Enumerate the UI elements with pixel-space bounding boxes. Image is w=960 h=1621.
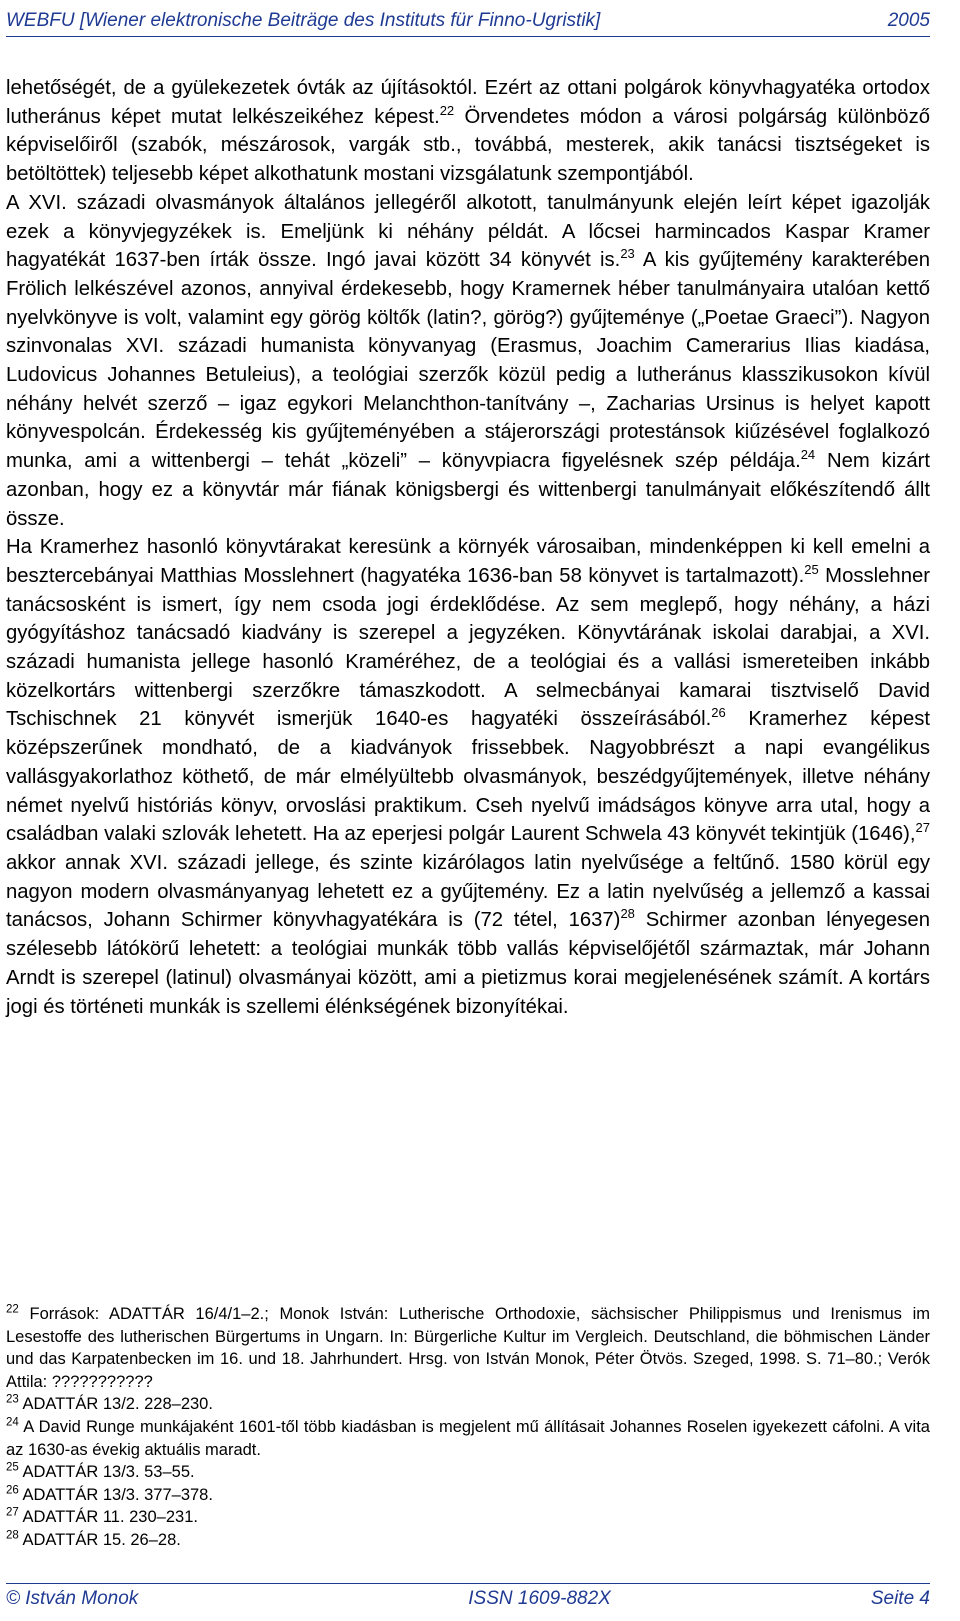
paragraph-3-text-e: Schirmer azonban lényegesen szélesebb látókörű lehetett: a teológiai munkák több vallás képviselőjétől származtak, már Johann Arndt is szerepel (latinul) olvasmányai között, ami a pietizmus korai megjelenésének számít. A kortárs jogi és történeti munkák is szellemi élénkségének bizonyítékai. [6,909,930,1018]
footnote-28 [6,1529,930,1552]
issn-number: ISSN 1609-882X [468,1588,611,1609]
paragraph-3-text-b: Mosslehner tanácsosként is ismert, így nem csoda jogi érdeklődése. Az sem meglepő, hogy néhány, a házi gyógyításhoz tanácsadó kiadvány is szerepel a jegyzéken. Könyvtárának iskolai darabjai, a XVI. századi humanista jellege hasonló Kraméréhez, de a teológiai és a vallási ismereteiben inkább közelkortárs wittenbergi szerzőkre támaszkodott. A selmecbányai kamarai tisztviselő David Tschischnek 21 könyvét ismerjük 1640-es hagyatéki összeírásából. [6,564,931,731]
footnote-text: ADATTÁR 13/3. 377–378. [18,1485,213,1504]
footnote-ref-23[interactable]: 23 [620,246,635,262]
footnote-number: 28 [6,1529,19,1542]
article-body [6,74,930,1021]
footnote-26 [6,1484,930,1507]
footnote-number: 24 [6,1416,19,1429]
paragraph-2-text-a: A XVI. századi olvasmányok általános jellegéről alkotott, tanulmányunk elején leírt képet igazolják ezek a könyvjegyzékek is. Emeljünk ki néhány példát. A lőcsei harmincados Kaspar Kramer hagyatékát 1637-ben írták össze. Ingó javai között 34 könyvét is. [6,191,930,272]
page-header [6,4,930,37]
footnote-text: Források: ADATTÁR 16/4/1–2.; Monok István: Lutherische Orthodoxie, sächsischer Philippismus und Irenismus im Lesestoffe des lutherischen Bürgertums in Ungarn. In: Bürgerliche Kultur im Vergleich. Deutschland, die böhmischen Länder und das Karpatenbecken im 16. und 18. Jahrhundert. Hrsg. von István Monok, Péter Ötvös. Szeged, 1998. S. 71–80.; Verók Attila: ??????????? [6,1305,930,1391]
paragraph-2-text-b: A kis gyűjtemény karakterében Frölich lelkészével azonos, annyival érdekesebb, hogy Kramernek héber tanulmányaira utalóan kettő nyelvkönyve is volt, valamint egy görög költők (latin?, görög?) gyűjteménye („Poetae Graeci”). Nagyon szinvonalas XVI. századi humanista könyvanyag (Erasmus, Joachim Camerarius Ilias kiadása, Ludovicus Johannes Betuleius), a teológiai szerzők közül pedig a lutheránus klasszikusokon kívül néhány helvét szerző – igaz egykori Melanchthon-tanítvány –, Zacharias Ursinus is helyet kapott könyvespolcán. Érdekesség kis gyűjteményében a stájerországi protestánsok kiűzésével foglalkozó munka, ami a wittenbergi – tehát „közeli” – könyvpiacra figyelésnek szép példája. [6,249,930,473]
footnote-ref-26[interactable]: 26 [711,705,726,721]
copyright-author: © István Monok [6,1588,139,1609]
footnote-number: 26 [6,1484,19,1497]
footnote-number: 27 [6,1506,19,1519]
footnote-number: 22 [6,1303,19,1316]
paragraph-3-text-d: akkor annak XVI. századi jellege, és szinte kizárólagos latin nyelvűsége a feltűnő. 1580 körül egy nagyon modern olvasmányanyag lehetett ez a gyűjtemény. Ez a latin nyelvűség a jellemző a kassai tanácsos, Johann Schirmer könyvhagyatékára is (72 tétel, 1637) [6,851,930,932]
footnote-25 [6,1461,930,1484]
paragraph-2 [6,189,930,533]
paragraph-3 [6,533,930,1021]
footnote-ref-25[interactable]: 25 [804,562,819,578]
footnote-number: 25 [6,1461,19,1474]
journal-year: 2005 [887,10,930,31]
footnote-22 [6,1303,930,1393]
footnote-ref-22[interactable]: 22 [439,102,455,118]
footnote-number: 23 [6,1393,19,1406]
page-number: Seite 4 [870,1588,930,1609]
journal-title: WEBFU [Wiener elektronische Beiträge des Instituts für Finno-Ugristik] [6,10,601,31]
paragraph-1-text-a: lehetőségét, de a gyülekezetek óvták az újításoktól. Ezért az ottani polgárok könyvhagyatéka ortodox lutheránus képet mutat lelkészeikéhez képest. [6,77,930,128]
page-footer [6,1583,930,1614]
footnote-23 [6,1393,930,1416]
footnote-text: ADATTÁR 13/3. 53–55. [18,1463,195,1482]
footnote-text: ADATTÁR 11. 230–231. [18,1508,198,1527]
paragraph-3-text-c: Kramerhez képest középszerűnek mondható, de a kiadványok frissebbek. Nagyobbrészt a napi evangélikus vallásgyakorlathoz köthető, de már elmélyültebb olvasmányok, beszédgyűjtemények, illetve néhány német nyelvű históriás könyv, orvoslási praktikum. Cseh nyelvű imádságos könyve arra utal, hogy a családban valaki szlovák lehetett. Ha az eperjesi polgár Laurent Schwela 43 könyvét tekintjük (1646), [6,708,930,846]
footnotes [6,1303,930,1552]
paragraph-3-text-a: Ha Kramerhez hasonló könyvtárakat keresünk a környék városaiban, mindenképpen ki kell emelni a besztercebányai Matthias Mosslehnert (hagyatéka 1636-ban 58 könyvet is tartalmazott). [6,536,930,587]
paragraph-2-text-c: Nem kizárt azonban, hogy ez a könyvtár már fiának königsbergi és wittenbergi tanulmányait előkészítendő állt össze. [6,450,931,530]
footnote-text: ADATTÁR 15. 26–28. [18,1530,181,1549]
footnote-text: A David Runge munkájaként 1601-től több kiadásban is megjelent mű állításait Johannes Roselen igyekezett cáfolni. A vita az 1630-as évekig aktuális maradt. [6,1417,930,1459]
footnote-27 [6,1506,930,1529]
paragraph-1-text-b: Örvendetes módon a városi polgárság különböző képviselőiről (szabók, mészárosok, vargák stb., továbbá, mesterek, akik tanácsi tisztségeket is betöltöttek) teljesebb képet alkothatunk mostani vizsgálatunk szempontjából. [6,105,930,186]
footnote-text: ADATTÁR 13/2. 228–230. [18,1395,213,1414]
footnote-ref-27[interactable]: 27 [915,820,930,836]
paragraph-1 [6,74,930,189]
footnote-ref-28[interactable]: 28 [620,906,635,922]
footnote-24 [6,1416,930,1461]
footnote-ref-24[interactable]: 24 [800,447,816,463]
